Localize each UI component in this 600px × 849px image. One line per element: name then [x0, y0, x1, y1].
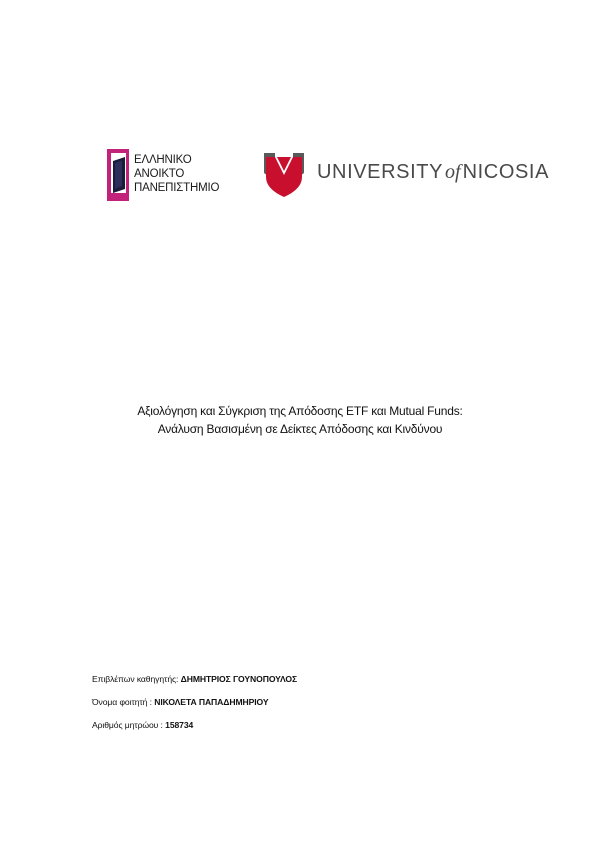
thesis-title-line-1: Αξιολόγηση και Σύγκριση της Απόδοσης ETF και Mutual Funds:: [137, 404, 463, 418]
unic-wordmark-university: UNIVERSITY: [317, 161, 444, 183]
student-row: [92, 691, 297, 714]
supervisor-label: Επιβλέπων καθηγητής:: [92, 674, 181, 684]
hou-wordmark-line: ΕΛΛΗΝΙΚΟ: [134, 154, 192, 166]
thesis-info: [92, 668, 297, 737]
student-name: ΝΙΚΟΛΕΤΑ ΠΑΠΑΔΗΜΗΡΙΟΥ: [154, 697, 269, 707]
registry-number: 158734: [165, 720, 194, 730]
hou-wordmark: [134, 153, 219, 195]
thesis-title-line-2: Ανάλυση Βασισμένη σε Δείκτες Απόδοσης και Κινδύνου: [157, 422, 443, 436]
unic-wordmark-nicosia: NICOSIA: [462, 161, 550, 183]
unic-wordmark-of: of: [445, 161, 461, 183]
hou-wordmark-line: ΠΑΝΕΠΙΣΤΗΜΙΟ: [134, 182, 220, 194]
thesis-title: [0, 402, 600, 438]
supervisor-name: ΔΗΜΗΤΡΙΟΣ ΓΟΥΝΟΠΟΥΛΟΣ: [180, 674, 298, 684]
student-label: Όνομα φοιτητή :: [92, 697, 155, 707]
supervisor-row: [92, 668, 297, 691]
registry-label: Αριθμός μητρώου :: [92, 720, 166, 730]
registry-row: [92, 714, 297, 737]
hellenic-open-university-logo: [107, 149, 247, 201]
hou-wordmark-line: ΑΝΟΙΚΤΟ: [134, 168, 185, 180]
unic-wordmark: [317, 161, 549, 184]
unic-shield-icon: [264, 153, 304, 197]
university-of-nicosia-logo: [264, 153, 554, 197]
hou-emblem-icon: [107, 149, 133, 201]
